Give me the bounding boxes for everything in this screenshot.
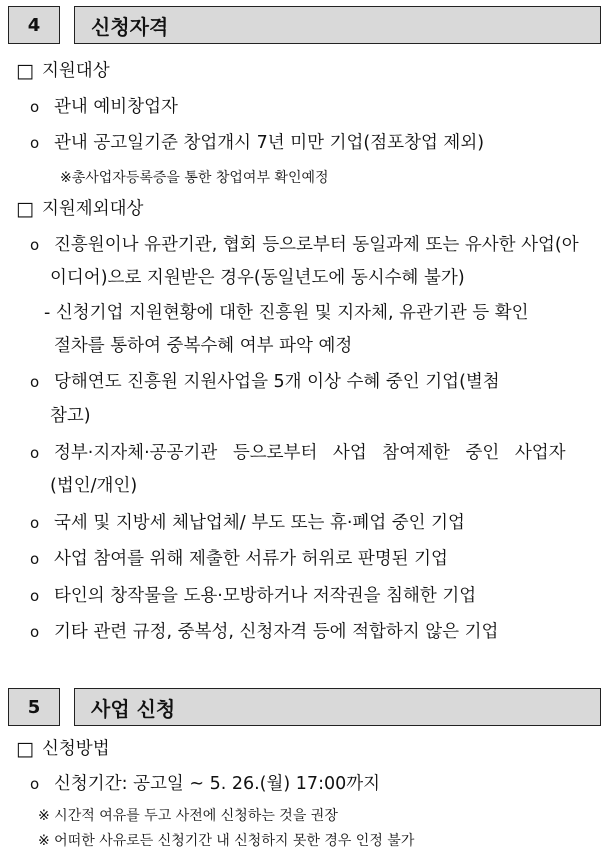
exclusion-item-2-line2: 참고): [50, 406, 91, 426]
target-heading: 지원대상: [42, 61, 110, 81]
exclusion-item-1-line2: 이디어)으로 지원받은 경우(동일년도에 동시수혜 불가): [50, 268, 465, 288]
method-heading: 신청방법: [42, 739, 110, 759]
circle-bullet-icon: o: [30, 134, 40, 152]
exclusion-subitem-line2: 절차를 통하여 중복수혜 여부 파악 예정: [54, 336, 353, 356]
exclusion-item-6: 타인의 창작물을 도용·모방하거나 저작권을 침해한 기업: [54, 586, 477, 606]
exclusion-item-4: 국세 및 지방세 체납업체/ 부도 또는 휴·폐업 중인 기업: [54, 513, 465, 533]
target-item-1: 관내 예비창업자: [54, 97, 178, 117]
circle-bullet-icon: o: [30, 623, 40, 641]
target-item-2: 관내 공고일기준 창업개시 7년 미만 기업(점포창업 제외): [54, 133, 485, 153]
exclusion-subitem-line1: - 신청기업 지원현황에 대한 진흥원 및 지자체, 유관기관 등 확인: [44, 303, 529, 323]
application-period: 신청기간: 공고일 ~ 5. 26.(월) 17:00까지: [54, 774, 381, 794]
circle-bullet-icon: o: [30, 98, 40, 116]
exclusion-item-3-line1: 정부·지자체·공공기관 등으로부터 사업 참여제한 중인 사업자: [54, 443, 566, 463]
section-number: 4: [8, 6, 60, 44]
circle-bullet-icon: o: [30, 373, 40, 391]
circle-bullet-icon: o: [30, 236, 40, 254]
method-note-1: ※ 시간적 여유를 두고 사전에 신청하는 것을 권장: [38, 808, 338, 824]
circle-bullet-icon: o: [30, 550, 40, 568]
exclusion-item-2-line1: 당해연도 진흥원 지원사업을 5개 이상 수혜 중인 기업(별첨: [54, 372, 500, 392]
circle-bullet-icon: o: [30, 587, 40, 605]
exclusion-item-5: 사업 참여를 위해 제출한 서류가 허위로 판명된 기업: [54, 549, 448, 569]
square-bullet-icon: □: [16, 198, 34, 220]
exclusion-heading: 지원제외대상: [42, 199, 144, 219]
exclusion-item-1-line1: 진흥원이나 유관기관, 협회 등으로부터 동일과제 또는 유사한 사업(아: [54, 235, 579, 255]
circle-bullet-icon: o: [30, 444, 40, 462]
section-title: 사업 신청: [74, 688, 601, 726]
section-number: 5: [8, 688, 60, 726]
circle-bullet-icon: o: [30, 514, 40, 532]
square-bullet-icon: □: [16, 738, 34, 760]
target-note: ※총사업자등록증을 통한 창업여부 확인예정: [60, 170, 329, 186]
method-note-2: ※ 어떠한 사유로든 신청기간 내 신청하지 못한 경우 인정 불가: [38, 833, 415, 849]
circle-bullet-icon: o: [30, 775, 40, 793]
exclusion-item-3-line2: (법인/개인): [50, 476, 138, 496]
exclusion-item-7: 기타 관련 규정, 중복성, 신청자격 등에 적합하지 않은 기업: [54, 622, 499, 642]
square-bullet-icon: □: [16, 60, 34, 82]
section-title: 신청자격: [74, 6, 601, 44]
